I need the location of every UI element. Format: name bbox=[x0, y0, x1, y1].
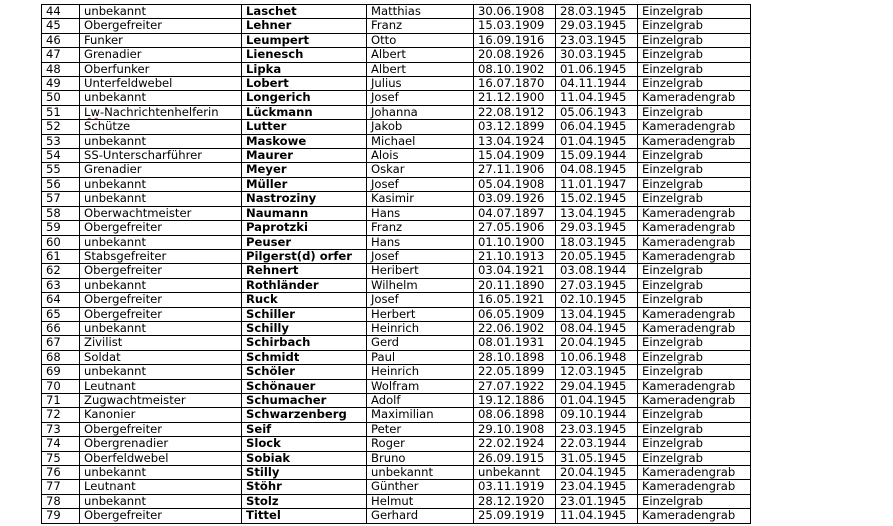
row-number: 57 bbox=[42, 192, 80, 206]
grave-register-body bbox=[42, 5, 751, 524]
surname-cell: Stolz bbox=[242, 494, 367, 508]
birth-date-cell: 05.04.1908 bbox=[474, 177, 556, 191]
row-number: 56 bbox=[42, 177, 80, 191]
rank-cell: unbekannt bbox=[80, 466, 242, 480]
birth-date-cell: 27.11.1906 bbox=[474, 163, 556, 177]
surname-cell: Sobiak bbox=[242, 451, 367, 465]
death-date-cell: 15.02.1945 bbox=[556, 192, 638, 206]
death-date-cell: 20.05.1945 bbox=[556, 249, 638, 263]
birth-date-cell: 08.01.1931 bbox=[474, 336, 556, 350]
surname-cell: Lückmann bbox=[242, 105, 367, 119]
surname-cell: Schmidt bbox=[242, 350, 367, 364]
rank-cell: Soldat bbox=[80, 350, 242, 364]
rank-cell: Leutnant bbox=[80, 480, 242, 494]
rank-cell: Kanonier bbox=[80, 408, 242, 422]
death-date-cell: 06.04.1945 bbox=[556, 120, 638, 134]
table-row bbox=[42, 48, 751, 62]
surname-cell: Laschet bbox=[242, 5, 367, 19]
rank-cell: Leutnant bbox=[80, 379, 242, 393]
rank-cell: unbekannt bbox=[80, 134, 242, 148]
firstname-cell: Maximilian bbox=[367, 408, 474, 422]
rank-cell: SS-Unterscharführer bbox=[80, 149, 242, 163]
rank-cell bbox=[80, 105, 242, 119]
birth-date-cell: 25.09.1919 bbox=[474, 509, 556, 523]
surname-cell: Stöhr bbox=[242, 480, 367, 494]
birth-date-cell: 29.10.1908 bbox=[474, 422, 556, 436]
rank-prefix-text: Lw bbox=[84, 105, 100, 119]
firstname-cell: Hans bbox=[367, 206, 474, 220]
row-number: 77 bbox=[42, 480, 80, 494]
table-row bbox=[42, 91, 751, 105]
table-row bbox=[42, 278, 751, 292]
death-date-cell: 01.06.1945 bbox=[556, 62, 638, 76]
birth-date-cell: 13.04.1924 bbox=[474, 134, 556, 148]
rank-cell: unbekannt bbox=[80, 278, 242, 292]
surname-cell: Leumpert bbox=[242, 33, 367, 47]
death-date-cell: 01.04.1945 bbox=[556, 134, 638, 148]
grave-type-cell: Kameradengrab bbox=[638, 235, 751, 249]
row-number: 73 bbox=[42, 422, 80, 436]
rank-cell: Oberwachtmeister bbox=[80, 206, 242, 220]
rank-cell: unbekannt bbox=[80, 192, 242, 206]
table-row bbox=[42, 466, 751, 480]
row-number: 44 bbox=[42, 5, 80, 19]
firstname-cell: Oskar bbox=[367, 163, 474, 177]
grave-type-cell: Einzelgrab bbox=[638, 62, 751, 76]
firstname-cell: Roger bbox=[367, 437, 474, 451]
surname-cell: Schönauer bbox=[242, 379, 367, 393]
death-date-cell: 04.11.1944 bbox=[556, 77, 638, 91]
birth-date-cell: 27.05.1906 bbox=[474, 221, 556, 235]
death-date-cell: 29.03.1945 bbox=[556, 221, 638, 235]
row-number: 45 bbox=[42, 19, 80, 33]
rank-cell: Obergefreiter bbox=[80, 293, 242, 307]
death-date-cell: 30.03.1945 bbox=[556, 48, 638, 62]
birth-date-cell: 26.09.1915 bbox=[474, 451, 556, 465]
grave-type-cell: Kameradengrab bbox=[638, 466, 751, 480]
table-row bbox=[42, 350, 751, 364]
grave-type-cell: Einzelgrab bbox=[638, 437, 751, 451]
birth-date-cell: 30.06.1908 bbox=[474, 5, 556, 19]
firstname-cell: Wolfram bbox=[367, 379, 474, 393]
birth-date-cell: 21.12.1900 bbox=[474, 91, 556, 105]
birth-date-cell: 15.04.1909 bbox=[474, 149, 556, 163]
rank-cell: unbekannt bbox=[80, 494, 242, 508]
table-row bbox=[42, 307, 751, 321]
row-number: 68 bbox=[42, 350, 80, 364]
grave-type-cell: Kameradengrab bbox=[638, 134, 751, 148]
row-number: 53 bbox=[42, 134, 80, 148]
grave-type-cell: Kameradengrab bbox=[638, 307, 751, 321]
death-date-cell: 29.03.1945 bbox=[556, 19, 638, 33]
firstname-cell: Peter bbox=[367, 422, 474, 436]
birth-date-cell: 03.12.1899 bbox=[474, 120, 556, 134]
firstname-cell: Franz bbox=[367, 221, 474, 235]
grave-type-cell: Einzelgrab bbox=[638, 33, 751, 47]
row-number: 75 bbox=[42, 451, 80, 465]
death-date-cell: 23.03.1945 bbox=[556, 33, 638, 47]
surname-cell: Paprotzki bbox=[242, 221, 367, 235]
death-date-cell: 12.03.1945 bbox=[556, 365, 638, 379]
death-date-cell: 23.04.1945 bbox=[556, 480, 638, 494]
birth-date-cell: 03.11.1919 bbox=[474, 480, 556, 494]
birth-date-cell: 01.10.1900 bbox=[474, 235, 556, 249]
table-row bbox=[42, 134, 751, 148]
firstname-cell: Bruno bbox=[367, 451, 474, 465]
surname-cell: Lehner bbox=[242, 19, 367, 33]
table-row bbox=[42, 408, 751, 422]
row-number: 70 bbox=[42, 379, 80, 393]
table-row bbox=[42, 451, 751, 465]
grave-type-cell: Einzelgrab bbox=[638, 149, 751, 163]
row-number: 74 bbox=[42, 437, 80, 451]
rank-cell: Funker bbox=[80, 33, 242, 47]
death-date-cell: 23.03.1945 bbox=[556, 422, 638, 436]
table-row bbox=[42, 293, 751, 307]
row-number: 64 bbox=[42, 293, 80, 307]
firstname-cell: Herbert bbox=[367, 307, 474, 321]
surname-cell: Lutter bbox=[242, 120, 367, 134]
rank-cell: Obergefreiter bbox=[80, 221, 242, 235]
birth-date-cell: 20.11.1890 bbox=[474, 278, 556, 292]
birth-date-cell: 15.03.1909 bbox=[474, 19, 556, 33]
table-row bbox=[42, 393, 751, 407]
surname-cell: Lipka bbox=[242, 62, 367, 76]
firstname-cell: Jakob bbox=[367, 120, 474, 134]
grave-type-cell: Einzelgrab bbox=[638, 365, 751, 379]
table-row bbox=[42, 19, 751, 33]
table-row bbox=[42, 149, 751, 163]
table-row bbox=[42, 177, 751, 191]
rank-cell: Obergefreiter bbox=[80, 422, 242, 436]
grave-type-cell: Einzelgrab bbox=[638, 77, 751, 91]
surname-cell: Schilly bbox=[242, 321, 367, 335]
row-number: 61 bbox=[42, 249, 80, 263]
firstname-cell: Johanna bbox=[367, 105, 474, 119]
grave-type-cell: Einzelgrab bbox=[638, 48, 751, 62]
table-row bbox=[42, 235, 751, 249]
grave-type-cell: Einzelgrab bbox=[638, 192, 751, 206]
surname-cell: Peuser bbox=[242, 235, 367, 249]
firstname-cell: Josef bbox=[367, 293, 474, 307]
table-row bbox=[42, 62, 751, 76]
grave-type-cell: Einzelgrab bbox=[638, 19, 751, 33]
rank-cell: unbekannt bbox=[80, 177, 242, 191]
rank-cell: Obergefreiter bbox=[80, 307, 242, 321]
grave-type-cell: Kameradengrab bbox=[638, 321, 751, 335]
row-number: 47 bbox=[42, 48, 80, 62]
birth-date-cell: 16.05.1921 bbox=[474, 293, 556, 307]
rank-cell: Oberfeldwebel bbox=[80, 451, 242, 465]
row-number: 59 bbox=[42, 221, 80, 235]
rank-cell: Zivilist bbox=[80, 336, 242, 350]
death-date-cell: 09.10.1944 bbox=[556, 408, 638, 422]
death-date-cell: 20.04.1945 bbox=[556, 336, 638, 350]
death-date-cell: 31.05.1945 bbox=[556, 451, 638, 465]
firstname-cell: Günther bbox=[367, 480, 474, 494]
firstname-cell: Michael bbox=[367, 134, 474, 148]
death-date-cell: 10.06.1948 bbox=[556, 350, 638, 364]
grave-type-cell: Einzelgrab bbox=[638, 278, 751, 292]
firstname-cell: Otto bbox=[367, 33, 474, 47]
birth-date-cell: 22.02.1924 bbox=[474, 437, 556, 451]
surname-cell: Seif bbox=[242, 422, 367, 436]
death-date-cell: 22.03.1944 bbox=[556, 437, 638, 451]
death-date-cell: 11.04.1945 bbox=[556, 509, 638, 523]
surname-cell: Schwarzenberg bbox=[242, 408, 367, 422]
death-date-cell: 11.01.1947 bbox=[556, 177, 638, 191]
grave-type-cell: Kameradengrab bbox=[638, 509, 751, 523]
surname-cell: Maskowe bbox=[242, 134, 367, 148]
surname-cell: Tittel bbox=[242, 509, 367, 523]
grave-type-cell: Einzelgrab bbox=[638, 293, 751, 307]
rank-cell: unbekannt bbox=[80, 235, 242, 249]
birth-date-cell: 16.07.1870 bbox=[474, 77, 556, 91]
death-date-cell: 11.04.1945 bbox=[556, 91, 638, 105]
rank-cell: Obergefreiter bbox=[80, 264, 242, 278]
surname-cell: Rothländer bbox=[242, 278, 367, 292]
table-row bbox=[42, 105, 751, 119]
firstname-cell: Heinrich bbox=[367, 365, 474, 379]
firstname-cell: Helmut bbox=[367, 494, 474, 508]
firstname-cell: Kasimir bbox=[367, 192, 474, 206]
rank-cell: Stabsgefreiter bbox=[80, 249, 242, 263]
firstname-cell: Hans bbox=[367, 235, 474, 249]
firstname-cell: Franz bbox=[367, 19, 474, 33]
birth-date-cell: 22.05.1899 bbox=[474, 365, 556, 379]
death-date-cell: 13.04.1945 bbox=[556, 307, 638, 321]
firstname-cell: Albert bbox=[367, 48, 474, 62]
death-date-cell: 27.03.1945 bbox=[556, 278, 638, 292]
row-number: 48 bbox=[42, 62, 80, 76]
row-number: 63 bbox=[42, 278, 80, 292]
birth-date-cell: unbekannt bbox=[474, 466, 556, 480]
table-row bbox=[42, 77, 751, 91]
birth-date-cell: 28.10.1898 bbox=[474, 350, 556, 364]
row-number: 76 bbox=[42, 466, 80, 480]
death-date-cell: 28.03.1945 bbox=[556, 5, 638, 19]
firstname-cell: Albert bbox=[367, 62, 474, 76]
surname-cell: Lobert bbox=[242, 77, 367, 91]
row-number: 60 bbox=[42, 235, 80, 249]
rank-cell: unbekannt bbox=[80, 91, 242, 105]
table-row bbox=[42, 336, 751, 350]
table-row bbox=[42, 365, 751, 379]
table-row bbox=[42, 163, 751, 177]
firstname-cell: Heribert bbox=[367, 264, 474, 278]
death-date-cell: 03.08.1944 bbox=[556, 264, 638, 278]
rank-rest-text: -Nachrichtenhelferin bbox=[99, 105, 219, 119]
row-number: 54 bbox=[42, 149, 80, 163]
surname-cell: Lienesch bbox=[242, 48, 367, 62]
grave-type-cell: Einzelgrab bbox=[638, 451, 751, 465]
birth-date-cell: 04.07.1897 bbox=[474, 206, 556, 220]
surname-cell: Schirbach bbox=[242, 336, 367, 350]
surname-cell: Schöler bbox=[242, 365, 367, 379]
surname-cell: Naumann bbox=[242, 206, 367, 220]
birth-date-cell: 08.06.1898 bbox=[474, 408, 556, 422]
row-number: 79 bbox=[42, 509, 80, 523]
death-date-cell: 15.09.1944 bbox=[556, 149, 638, 163]
table-row bbox=[42, 5, 751, 19]
rank-cell: Obergrenadier bbox=[80, 437, 242, 451]
surname-cell: Maurer bbox=[242, 149, 367, 163]
surname-cell: Pilgerst(d) orfer bbox=[242, 249, 367, 263]
table-row bbox=[42, 494, 751, 508]
death-date-cell: 02.10.1945 bbox=[556, 293, 638, 307]
row-number: 50 bbox=[42, 91, 80, 105]
firstname-cell: Wilhelm bbox=[367, 278, 474, 292]
grave-type-cell: Einzelgrab bbox=[638, 163, 751, 177]
birth-date-cell: 21.10.1913 bbox=[474, 249, 556, 263]
grave-type-cell: Einzelgrab bbox=[638, 350, 751, 364]
row-number: 46 bbox=[42, 33, 80, 47]
surname-cell: Schumacher bbox=[242, 393, 367, 407]
firstname-cell: unbekannt bbox=[367, 466, 474, 480]
grave-type-cell: Einzelgrab bbox=[638, 408, 751, 422]
row-number: 51 bbox=[42, 105, 80, 119]
death-date-cell: 18.03.1945 bbox=[556, 235, 638, 249]
row-number: 58 bbox=[42, 206, 80, 220]
birth-date-cell: 22.08.1912 bbox=[474, 105, 556, 119]
surname-cell: Stilly bbox=[242, 466, 367, 480]
grave-type-cell: Einzelgrab bbox=[638, 494, 751, 508]
grave-type-cell: Einzelgrab bbox=[638, 105, 751, 119]
birth-date-cell: 16.09.1916 bbox=[474, 33, 556, 47]
death-date-cell: 05.06.1943 bbox=[556, 105, 638, 119]
firstname-cell: Paul bbox=[367, 350, 474, 364]
death-date-cell: 01.04.1945 bbox=[556, 393, 638, 407]
grave-type-cell: Einzelgrab bbox=[638, 264, 751, 278]
firstname-cell: Josef bbox=[367, 177, 474, 191]
firstname-cell: Josef bbox=[367, 91, 474, 105]
row-number: 62 bbox=[42, 264, 80, 278]
table-row bbox=[42, 379, 751, 393]
table-row bbox=[42, 437, 751, 451]
grave-type-cell: Einzelgrab bbox=[638, 422, 751, 436]
rank-cell: unbekannt bbox=[80, 5, 242, 19]
grave-type-cell: Einzelgrab bbox=[638, 336, 751, 350]
grave-type-cell: Kameradengrab bbox=[638, 393, 751, 407]
death-date-cell: 23.01.1945 bbox=[556, 494, 638, 508]
birth-date-cell: 03.09.1926 bbox=[474, 192, 556, 206]
rank-cell: Schütze bbox=[80, 120, 242, 134]
death-date-cell: 20.04.1945 bbox=[556, 466, 638, 480]
rank-cell: Unterfeldwebel bbox=[80, 77, 242, 91]
firstname-cell: Julius bbox=[367, 77, 474, 91]
surname-cell: Slock bbox=[242, 437, 367, 451]
table-row bbox=[42, 206, 751, 220]
firstname-cell: Matthias bbox=[367, 5, 474, 19]
row-number: 49 bbox=[42, 77, 80, 91]
table-row bbox=[42, 321, 751, 335]
firstname-cell: Gerd bbox=[367, 336, 474, 350]
table-row bbox=[42, 480, 751, 494]
rank-cell: unbekannt bbox=[80, 365, 242, 379]
firstname-cell: Alois bbox=[367, 149, 474, 163]
death-date-cell: 13.04.1945 bbox=[556, 206, 638, 220]
birth-date-cell: 28.12.1920 bbox=[474, 494, 556, 508]
row-number: 67 bbox=[42, 336, 80, 350]
row-number: 72 bbox=[42, 408, 80, 422]
birth-date-cell: 27.07.1922 bbox=[474, 379, 556, 393]
surname-cell: Schiller bbox=[242, 307, 367, 321]
rank-cell: Grenadier bbox=[80, 48, 242, 62]
row-number: 65 bbox=[42, 307, 80, 321]
grave-type-cell: Einzelgrab bbox=[638, 177, 751, 191]
grave-type-cell: Einzelgrab bbox=[638, 5, 751, 19]
row-number: 52 bbox=[42, 120, 80, 134]
surname-cell: Rehnert bbox=[242, 264, 367, 278]
rank-cell: unbekannt bbox=[80, 321, 242, 335]
death-date-cell: 29.04.1945 bbox=[556, 379, 638, 393]
firstname-cell: Adolf bbox=[367, 393, 474, 407]
surname-cell: Longerich bbox=[242, 91, 367, 105]
birth-date-cell: 20.08.1926 bbox=[474, 48, 556, 62]
firstname-cell: Josef bbox=[367, 249, 474, 263]
death-date-cell: 08.04.1945 bbox=[556, 321, 638, 335]
table-row bbox=[42, 264, 751, 278]
row-number: 71 bbox=[42, 393, 80, 407]
rank-cell: Grenadier bbox=[80, 163, 242, 177]
row-number: 55 bbox=[42, 163, 80, 177]
birth-date-cell: 22.06.1902 bbox=[474, 321, 556, 335]
row-number: 66 bbox=[42, 321, 80, 335]
surname-cell: Müller bbox=[242, 177, 367, 191]
firstname-cell: Gerhard bbox=[367, 509, 474, 523]
grave-type-cell: Kameradengrab bbox=[638, 120, 751, 134]
rank-cell: Zugwachtmeister bbox=[80, 393, 242, 407]
grave-type-cell: Kameradengrab bbox=[638, 379, 751, 393]
birth-date-cell: 19.12.1886 bbox=[474, 393, 556, 407]
rank-cell: Oberfunker bbox=[80, 62, 242, 76]
table-row bbox=[42, 120, 751, 134]
grave-register-table bbox=[41, 4, 751, 524]
table-row bbox=[42, 422, 751, 436]
row-number: 78 bbox=[42, 494, 80, 508]
grave-type-cell: Kameradengrab bbox=[638, 206, 751, 220]
death-date-cell: 04.08.1945 bbox=[556, 163, 638, 177]
table-row bbox=[42, 192, 751, 206]
grave-type-cell: Kameradengrab bbox=[638, 480, 751, 494]
grave-type-cell: Kameradengrab bbox=[638, 249, 751, 263]
table-row bbox=[42, 249, 751, 263]
firstname-cell: Heinrich bbox=[367, 321, 474, 335]
surname-cell: Meyer bbox=[242, 163, 367, 177]
birth-date-cell: 06.05.1909 bbox=[474, 307, 556, 321]
rank-cell: Obergefreiter bbox=[80, 19, 242, 33]
birth-date-cell: 08.10.1902 bbox=[474, 62, 556, 76]
grave-type-cell: Kameradengrab bbox=[638, 221, 751, 235]
grave-type-cell: Kameradengrab bbox=[638, 91, 751, 105]
rank-cell: Obergefreiter bbox=[80, 509, 242, 523]
birth-date-cell: 03.04.1921 bbox=[474, 264, 556, 278]
table-row bbox=[42, 33, 751, 47]
table-row bbox=[42, 509, 751, 523]
row-number: 69 bbox=[42, 365, 80, 379]
surname-cell: Nastroziny bbox=[242, 192, 367, 206]
table-row bbox=[42, 221, 751, 235]
surname-cell: Ruck bbox=[242, 293, 367, 307]
